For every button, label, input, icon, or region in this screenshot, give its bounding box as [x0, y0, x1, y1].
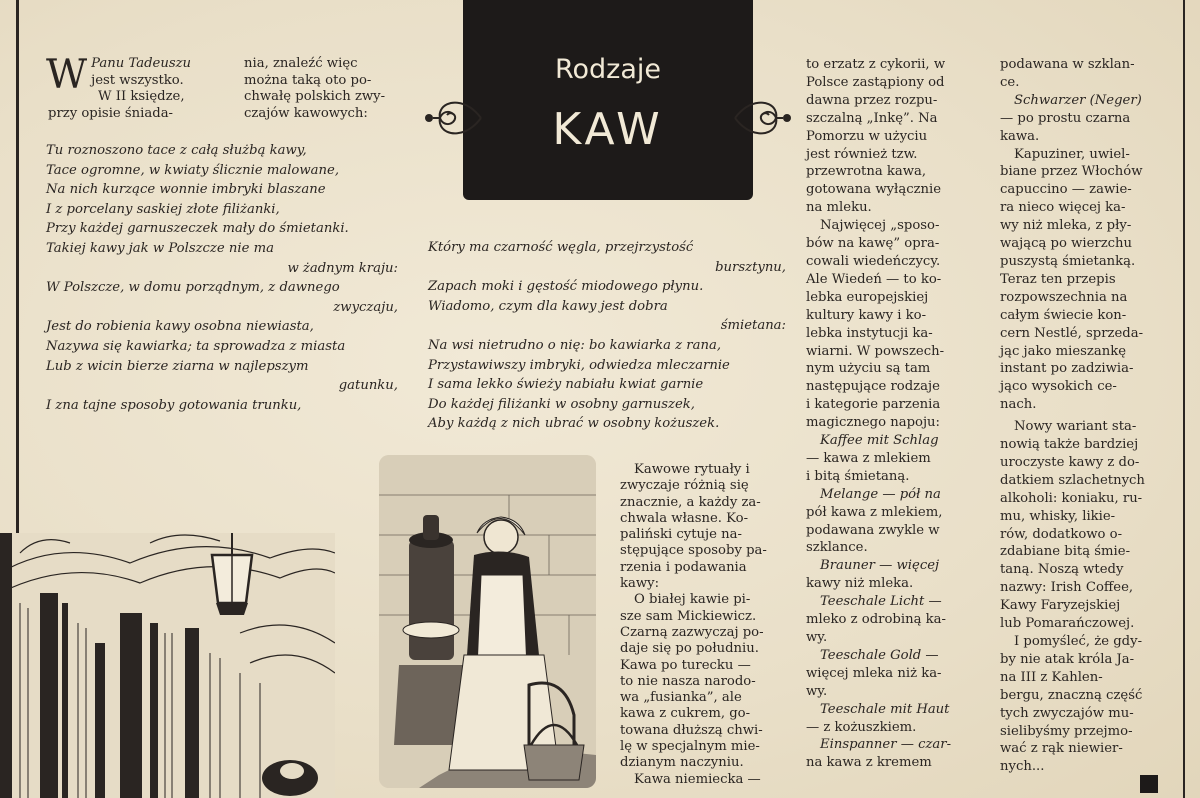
- poem-line: Lub z wicin bierze ziarna w najlepszym: [46, 358, 309, 374]
- poem-line: zwyczaju,: [333, 299, 398, 315]
- poem-line: bursztynu,: [715, 259, 786, 275]
- text-line: jąco wysokich ce-: [1000, 379, 1117, 395]
- text-line: więcej mleka niż ka-: [806, 665, 942, 681]
- text-line: lę w specjalnym mie-: [620, 739, 760, 755]
- text-line: mu, whisky, likie-: [1000, 508, 1116, 524]
- text-line: Czarną zazwyczaj po-: [620, 624, 764, 640]
- left-margin-rule: [16, 0, 19, 535]
- poem-line: Takiej kawy jak w Polszcze nie ma: [46, 240, 274, 256]
- text-line: mleko z odrobiną ka-: [806, 612, 946, 628]
- poem-line: Przystawiwszy imbryki, odwiedza mleczarnie: [428, 357, 730, 373]
- text-line: Ale Wiedeń — to ko-: [806, 271, 942, 287]
- text-line: puszystą śmietanką.: [1000, 253, 1136, 269]
- text-line: datkiem szlachetnych: [1000, 472, 1145, 488]
- text-line: na mleku.: [806, 200, 872, 216]
- text-line: ra nieco więcej ka-: [1000, 200, 1126, 216]
- text-line: całym świecie kon-: [1000, 307, 1127, 323]
- text-line: Kawy Faryzejskiej: [1000, 598, 1121, 614]
- text-line: kawy niż mleka.: [806, 576, 914, 592]
- text-line: Teeschale Gold —: [820, 647, 939, 663]
- text-line: zwyczaje różnią się: [620, 478, 749, 494]
- title-box: [463, 0, 753, 200]
- text-line: alkoholi: koniaku, ru-: [1000, 490, 1143, 506]
- text-line: znacznie, a każdy za-: [620, 494, 761, 510]
- text-line: Polsce zastąpiony od: [806, 74, 945, 90]
- text-line: wy niż mleka, z pły-: [1000, 218, 1132, 234]
- end-of-article-mark: [1140, 775, 1158, 793]
- ornament-right-icon: [733, 88, 795, 148]
- cafe-interior-illustration: [0, 533, 335, 798]
- poem-line: w żadnym kraju:: [287, 260, 398, 276]
- text-line: szklance.: [806, 540, 868, 556]
- intro-line: Panu Tadeuszu: [91, 56, 192, 71]
- text-line: magicznego napoju:: [806, 415, 940, 431]
- coffee-woman-illustration: [379, 455, 596, 788]
- poem-line: Nazywa się kawiarka; ta sprowadza z miasta: [46, 338, 346, 354]
- text-line: wającą po wierzchu: [1000, 236, 1133, 252]
- text-line: taną. Noszą wtedy: [1000, 562, 1124, 578]
- text-line: stępujące sposoby pa-: [620, 543, 767, 559]
- text-line: bergu, znaczną część: [1000, 687, 1143, 703]
- text-line: lub Pomarańczowej.: [1000, 616, 1135, 632]
- text-line: to nie nasza narodo-: [620, 673, 756, 689]
- intro-line: czajów kawowych:: [244, 105, 368, 121]
- text-line: Pomorzu w użyciu: [806, 128, 928, 144]
- poem-line: Na wsi nietrudno o nię: bo kawiarka z rana,: [428, 337, 722, 353]
- text-line: towana dłuższą chwi-: [620, 722, 763, 738]
- text-line: biane przez Włochów: [1000, 164, 1143, 180]
- text-line: rzenia i podawania: [620, 559, 747, 575]
- poem-line: Na nich kurzące wonnie imbryki blaszane: [46, 182, 326, 198]
- text-line: paliński cytuje na-: [620, 527, 742, 543]
- body-column-c: [1000, 56, 1166, 776]
- text-line: wy.: [806, 683, 828, 699]
- text-line: — po prostu czarna: [1000, 110, 1131, 126]
- text-line: na III z Kahlen-: [1000, 669, 1103, 685]
- text-line: Kapuziner, uwiel-: [1014, 146, 1130, 162]
- text-line: nazwy: Irish Coffee,: [1000, 580, 1134, 596]
- text-line: jąc jako mieszankę: [1000, 343, 1126, 359]
- text-line: Teraz ten przepis: [1000, 271, 1116, 287]
- text-line: dawna przez rozpu-: [806, 92, 938, 108]
- intro-line: przy opisie śniada-: [48, 105, 174, 121]
- text-line: dzianym naczyniu.: [620, 755, 744, 771]
- text-line: i bitą śmietaną.: [806, 468, 910, 484]
- text-line: Schwarzer (Neger): [1014, 92, 1142, 108]
- text-line: Brauner — więcej: [820, 558, 940, 574]
- text-line: sielibyśmy przejmo-: [1000, 723, 1133, 739]
- text-line: chwala własne. Ko-: [620, 510, 749, 526]
- text-line: capuccino — zawie-: [1000, 182, 1132, 198]
- text-line: Teeschale mit Haut: [820, 701, 950, 717]
- text-line: — kawa z mlekiem: [806, 450, 931, 466]
- intro-line: chwałę polskich zwy-: [244, 89, 386, 105]
- poem-block-1: [46, 141, 398, 415]
- text-line: Teeschale Licht —: [820, 594, 942, 610]
- text-line: to erzatz z cykorii, w: [806, 57, 946, 72]
- text-line: wy.: [806, 630, 828, 645]
- text-line: i kategorie parzenia: [806, 397, 941, 413]
- text-line: I pomyśleć, że gdy-: [1014, 634, 1143, 649]
- intro-line: można taką oto po-: [244, 72, 372, 88]
- text-line: szczalną „Inkę”. Na: [806, 110, 938, 126]
- text-line: instant po zadziwia-: [1000, 361, 1134, 377]
- intro-line: W II księdze,: [98, 89, 185, 105]
- intro-line: nia, znaleźć więc: [244, 56, 358, 71]
- poem-line: W Polszcze, w domu porządnym, z dawnego: [46, 280, 340, 296]
- text-line: cern Nestlé, sprzeda-: [1000, 325, 1144, 341]
- text-line: nym użyciu są tam: [806, 361, 931, 377]
- poem-line: Jest do robienia kawy osobna niewiasta,: [46, 319, 314, 335]
- body-column-a: [620, 462, 786, 788]
- text-line: Kawa niemiecka —: [634, 771, 761, 787]
- text-line: kawa.: [1000, 128, 1040, 144]
- text-line: jest również tzw.: [806, 146, 918, 162]
- text-line: Einspanner — czar-: [820, 737, 952, 753]
- poem-line: Do każdej filiżanki w osobny garnuszek,: [428, 396, 695, 412]
- text-line: daje się po południu.: [620, 641, 759, 657]
- poem-line: Przy każdej garnuszeczek mały do śmietanki.: [46, 221, 349, 237]
- text-line: uroczyste kawy z do-: [1000, 454, 1140, 470]
- text-line: lebka europejskiej: [806, 289, 929, 305]
- title-line-2: KAW: [552, 104, 664, 155]
- text-line: Kawowe rytuały i: [634, 462, 750, 477]
- text-line: Kaffee mit Schlag: [820, 433, 939, 449]
- text-line: kawa z cukrem, go-: [620, 706, 751, 722]
- poem-line: Tace ogromne, w kwiaty ślicznie malowane,: [46, 162, 340, 178]
- title-line-1: Rodzaje: [554, 54, 662, 85]
- poem-line: Aby każdą z nich ubrać w osobny kożuszek.: [428, 416, 720, 432]
- text-line: rów, dodatkowo o-: [1000, 526, 1123, 542]
- text-line: lebka instytucji ka-: [806, 325, 933, 341]
- text-line: kawy:: [620, 576, 660, 592]
- poem-line: gatunku,: [338, 378, 398, 394]
- text-line: wa „fusianka”, ale: [620, 690, 742, 706]
- text-line: na kawa z kremem: [806, 755, 932, 771]
- text-line: pół kawa z mlekiem,: [806, 504, 943, 520]
- text-line: cowali wiedeńczycy.: [806, 253, 941, 269]
- intro-col-1: [46, 52, 228, 122]
- poem-line: Tu roznoszono tace z całą służbą kawy,: [46, 143, 307, 158]
- ornament-left-icon: [421, 88, 483, 148]
- text-line: zdabiane bitą śmie-: [1000, 544, 1131, 560]
- intro-col-2: [244, 56, 396, 122]
- text-line: Nowy wariant sta-: [1014, 419, 1137, 435]
- right-margin-rule: [1183, 0, 1185, 798]
- text-line: podawana zwykle w: [806, 522, 940, 538]
- poem-line: Który ma czarność węgla, przejrzystość: [428, 240, 694, 255]
- poem-line: I z porcelany saskiej złote filiżanki,: [46, 201, 280, 217]
- poem-block-2: [428, 238, 786, 434]
- text-line: nowią także bardziej: [1000, 437, 1139, 453]
- text-line: O białej kawie pi-: [634, 592, 751, 608]
- text-line: nach.: [1000, 397, 1037, 413]
- text-line: następujące rodzaje: [806, 379, 940, 395]
- text-line: Melange — pół na: [820, 486, 941, 502]
- body-column-b: [806, 56, 976, 772]
- text-line: — z kożuszkiem.: [806, 719, 917, 735]
- text-line: wać z rąk niewier-: [1000, 741, 1123, 757]
- text-line: tych zwyczajów mu-: [1000, 705, 1134, 721]
- poem-line: I sama lekko świeży nabiału kwiat garnie: [428, 377, 704, 393]
- text-line: podawana w szklan-: [1000, 57, 1135, 72]
- text-line: bów na kawę” opra-: [806, 236, 940, 252]
- text-line: kultury kawy i ko-: [806, 307, 927, 323]
- poem-line: Zapach moki i gęstość miodowego płynu.: [428, 279, 704, 295]
- poem-line: I zna tajne sposoby gotowania trunku,: [46, 397, 302, 413]
- text-line: rozpowszechnia na: [1000, 289, 1128, 305]
- text-line: gotowana wyłącznie: [806, 182, 942, 198]
- poem-line: Wiadomo, czym dla kawy jest dobra: [428, 298, 668, 314]
- text-line: przewrotna kawa,: [806, 164, 927, 180]
- poem-line: śmietana:: [720, 318, 786, 334]
- text-line: sze sam Mickiewicz.: [620, 608, 757, 624]
- text-line: by nie atak króla Ja-: [1000, 651, 1135, 667]
- intro-line: jest wszystko.: [91, 72, 184, 88]
- text-line: Kawa po turecku —: [620, 657, 751, 673]
- text-line: Najwięcej „sposo-: [820, 218, 940, 234]
- text-line: ce.: [1000, 74, 1020, 90]
- text-line: wiarni. W powszech-: [806, 343, 945, 359]
- dropcap: W: [46, 52, 88, 98]
- text-line: nych...: [1000, 759, 1045, 775]
